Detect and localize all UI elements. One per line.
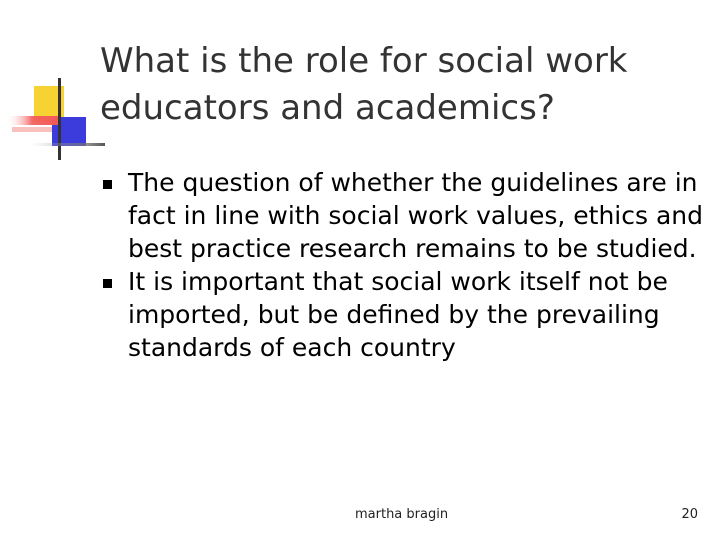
bullet-text: It is important that social work itself not be imported, but be defined by the prevailing standards of each country <box>128 267 668 362</box>
emblem-horizontal-line <box>30 143 105 146</box>
emblem-red-bar <box>6 116 58 125</box>
bullet-item <box>100 265 710 364</box>
template-corner-emblem <box>0 0 110 170</box>
slide-title: What is the role for social work educators and academics? <box>100 41 628 128</box>
footer-author: martha bragin <box>355 507 449 522</box>
bullet-list <box>100 166 710 364</box>
bullet-text: The question of whether the guidelines are in fact in line with social work values, ethics and best practice research remains to be studied. <box>128 168 703 263</box>
page-number: 20 <box>681 507 698 522</box>
square-bullet-icon <box>103 180 112 189</box>
square-bullet-icon <box>103 279 112 288</box>
emblem-vertical-line <box>58 78 61 160</box>
emblem-pink-bar <box>12 127 52 132</box>
bullet-item <box>100 166 710 265</box>
